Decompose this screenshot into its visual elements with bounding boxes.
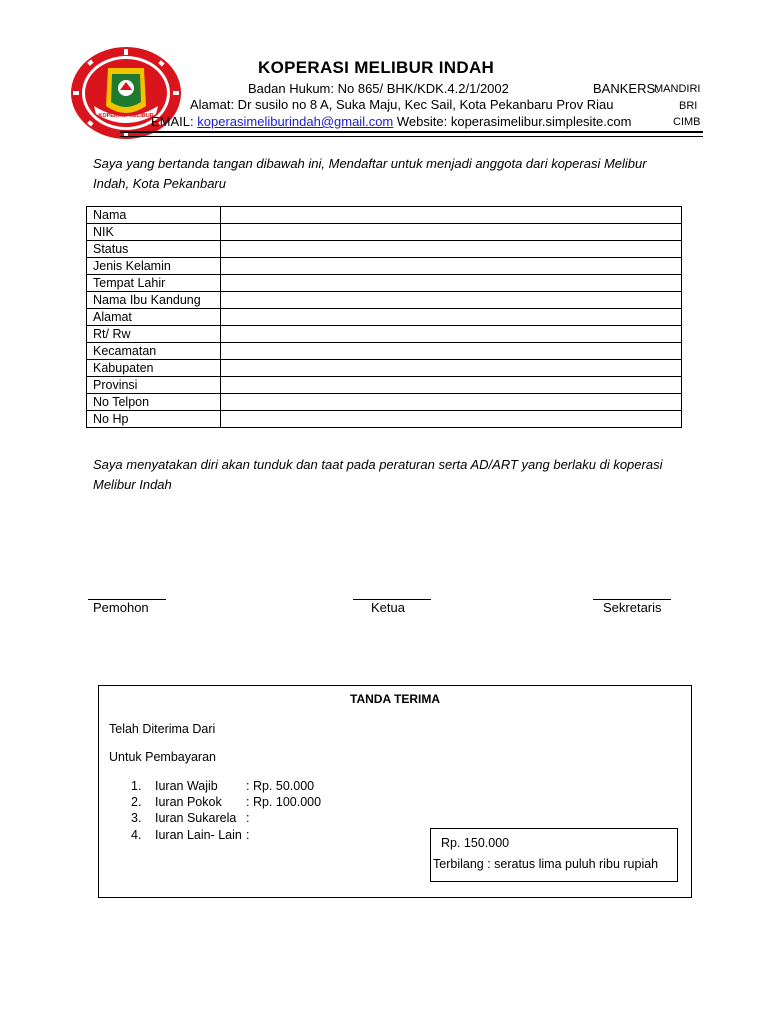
applicant-label: Pemohon	[93, 600, 149, 615]
payment-item-number: 4.	[131, 828, 142, 842]
form-row	[87, 224, 682, 241]
form-field-label: NIK	[87, 224, 221, 241]
form-field-input[interactable]	[221, 275, 682, 292]
form-field-input[interactable]	[221, 343, 682, 360]
org-name: KOPERASI MELIBUR INDAH	[258, 58, 495, 77]
form-field-label: Provinsi	[87, 377, 221, 394]
receipt-box	[98, 685, 692, 898]
payment-item-value: :	[246, 811, 250, 825]
bankers-label: BANKERS:	[593, 81, 659, 96]
payment-item-value: : Rp. 50.000	[246, 779, 315, 793]
form-row	[87, 394, 682, 411]
form-field-label: Nama Ibu Kandung	[87, 292, 221, 309]
form-field-input[interactable]	[221, 326, 682, 343]
payment-item-name: Iuran Pokok	[155, 795, 222, 809]
form-field-label: Jenis Kelamin	[87, 258, 221, 275]
form-row	[87, 258, 682, 275]
secretary-label: Sekretaris	[603, 600, 662, 615]
form-field-label: Nama	[87, 207, 221, 224]
form-field-label: Alamat	[87, 309, 221, 326]
form-field-label: No Telpon	[87, 394, 221, 411]
form-field-label: Status	[87, 241, 221, 258]
form-row	[87, 411, 682, 428]
form-field-input[interactable]	[221, 411, 682, 428]
form-field-label: Tempat Lahir	[87, 275, 221, 292]
payment-item-number: 3.	[131, 811, 142, 825]
website: Website: koperasimelibur.simplesite.com	[396, 114, 632, 129]
form-field-label: No Hp	[87, 411, 221, 428]
email-label: EMAIL:	[151, 114, 194, 129]
form-row	[87, 207, 682, 224]
form-field-input[interactable]	[221, 258, 682, 275]
svg-text:KOPERASI MELIBUR: KOPERASI MELIBUR	[98, 113, 154, 119]
legal-entity: Badan Hukum: No 865/ BHK/KDK.4.2/1/2002	[248, 81, 509, 96]
chairman-label: Ketua	[371, 600, 405, 615]
form-row	[87, 309, 682, 326]
amount-in-words: Terbilang : seratus lima puluh ribu rupiah	[433, 857, 659, 871]
header-rule	[120, 131, 703, 133]
form-row	[87, 275, 682, 292]
form-field-label: Kabupaten	[87, 360, 221, 377]
form-field-label: Kecamatan	[87, 343, 221, 360]
form-row	[87, 343, 682, 360]
form-field-input[interactable]	[221, 241, 682, 258]
form-field-input[interactable]	[221, 224, 682, 241]
form-field-input[interactable]	[221, 377, 682, 394]
payment-item-number: 1.	[131, 779, 142, 793]
form-field-input[interactable]	[221, 207, 682, 224]
registration-form	[86, 206, 682, 428]
form-row	[87, 360, 682, 377]
header-rule-thin	[120, 136, 703, 137]
address: Alamat: Dr susilo no 8 A, Suka Maju, Kec Sail, Kota Pekanbaru Prov Riau	[190, 97, 614, 112]
payment-item-number: 2.	[131, 795, 142, 809]
form-field-input[interactable]	[221, 292, 682, 309]
total-box	[430, 828, 678, 882]
bank-mandiri: MANDIRI	[654, 83, 701, 95]
payment-item-name: Iuran Sukarela	[155, 811, 237, 825]
payment-item-name: Iuran Lain- Lain	[155, 828, 242, 842]
payment-item-value: :	[246, 828, 250, 842]
form-field-input[interactable]	[221, 360, 682, 377]
total-amount: Rp. 150.000	[441, 836, 510, 850]
email-link[interactable]: koperasimeliburindah@gmail.com	[197, 114, 394, 129]
bank-bri: BRI	[679, 100, 698, 112]
payment-item-name: Iuran Wajib	[155, 779, 218, 793]
form-row	[87, 241, 682, 258]
form-field-label: Rt/ Rw	[87, 326, 221, 343]
declaration-text: Saya menyatakan diri akan tunduk dan taat pada peraturan serta AD/ART yang berlaku di koperasi Melibur Indah	[93, 457, 663, 492]
bank-cimb: CIMB	[673, 116, 701, 128]
intro-text: Saya yang bertanda tangan dibawah ini, Mendaftar untuk menjadi anggota dari koperasi Melibur Indah, Kota Pekanbaru	[93, 156, 647, 191]
form-row	[87, 377, 682, 394]
received-from-label: Telah Diterima Dari	[109, 722, 216, 736]
form-row	[87, 326, 682, 343]
receipt-title: TANDA TERIMA	[350, 692, 440, 706]
form-field-input[interactable]	[221, 394, 682, 411]
form-row	[87, 292, 682, 309]
payment-item-value: : Rp. 100.000	[246, 795, 322, 809]
for-payment-label: Untuk Pembayaran	[109, 750, 217, 764]
form-field-input[interactable]	[221, 309, 682, 326]
